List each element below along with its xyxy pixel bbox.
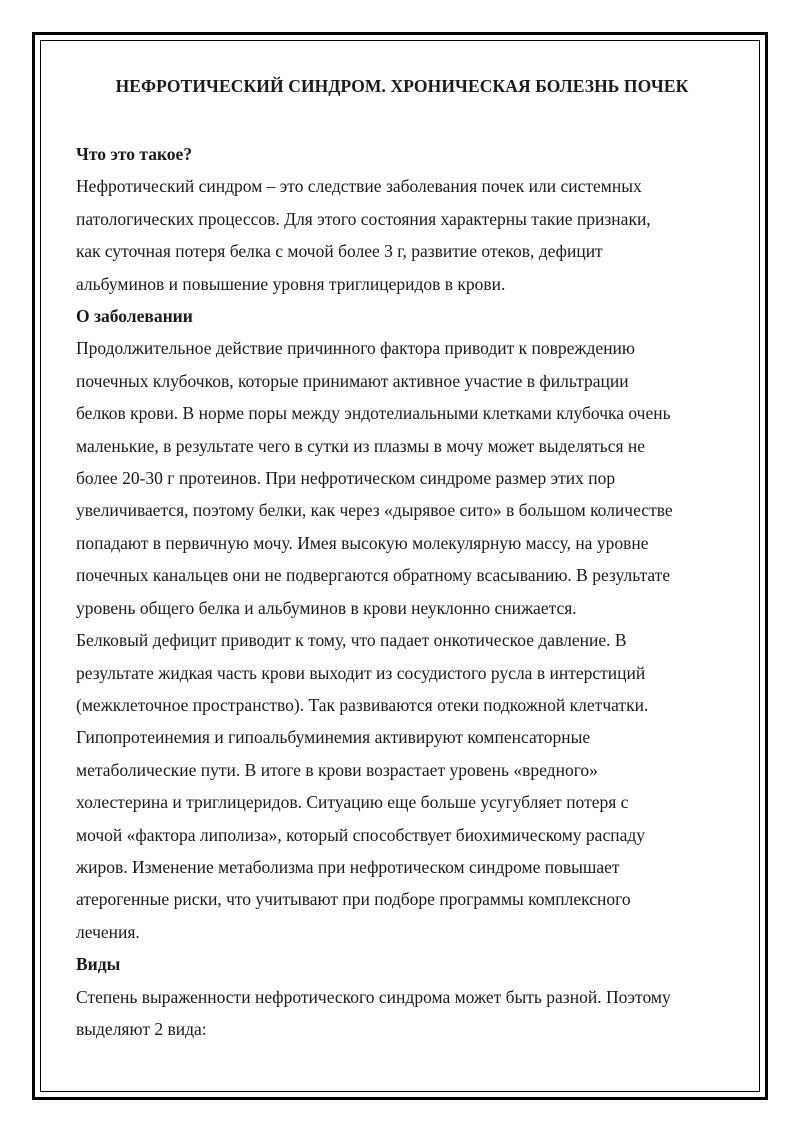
document-title: НЕФРОТИЧЕСКИЙ СИНДРОМ. ХРОНИЧЕСКАЯ БОЛЕЗНЬ ПОЧЕК xyxy=(115,76,689,96)
text-line: Продолжительное действие причинного фактора приводит к повреждению xyxy=(76,338,636,359)
text-line: более 20-30 г протеинов. При нефротическом синдроме размер этих пор xyxy=(76,468,616,489)
text-line: атерогенные риски, что учитывают при подборе программы комплексного xyxy=(76,889,631,910)
text-line: результате жидкая часть крови выходит из сосудистого русла в интерстиций xyxy=(76,662,646,683)
text-line: почечных клубочков, которые принимают активное участие в фильтрации xyxy=(76,370,629,391)
section-what-is-it xyxy=(76,138,728,300)
text-line: Гипопротеинемия и гипоальбуминемия активируют компенсаторные xyxy=(76,727,591,748)
text-line: попадают в первичную мочу. Имея высокую молекулярную массу, на уровне xyxy=(76,532,649,553)
text-line: холестерина и триглицеридов. Ситуацию еще больше усугубляет потеря с xyxy=(76,792,629,813)
section-heading-types: Виды xyxy=(76,954,121,975)
section-heading-about-disease: О заболевании xyxy=(76,306,193,327)
section-about-disease xyxy=(76,300,728,948)
text-line: альбуминов и повышение уровня триглицеридов в крови. xyxy=(76,273,506,294)
text-line: лечения. xyxy=(76,921,140,942)
text-line: метаболические пути. В итоге в крови возрастает уровень «вредного» xyxy=(76,759,598,780)
text-line: Нефротический синдром – это следствие заболевания почек или системных xyxy=(76,176,642,197)
text-line: (межклеточное пространство). Так развиваются отеки подкожной клетчатки. xyxy=(76,694,649,715)
section-types xyxy=(76,948,728,1045)
text-line: уровень общего белка и альбуминов в крови неуклонно снижается. xyxy=(76,597,577,618)
section-heading-what-is-it: Что это такое? xyxy=(76,144,193,164)
text-line: Белковый дефицит приводит к тому, что падает онкотическое давление. В xyxy=(76,630,627,651)
text-line: маленькие, в результате чего в сутки из плазмы в мочу может выделяться не xyxy=(76,435,646,456)
text-line: белков крови. В норме поры между эндотелиальными клетками клубочка очень xyxy=(76,403,671,424)
paragraph xyxy=(76,170,728,300)
text-line: жиров. Изменение метаболизма при нефротическом синдроме повышает xyxy=(76,856,620,877)
text-line: почечных канальцев они не подвергаются обратному всасыванию. В результате xyxy=(76,565,671,586)
document-body xyxy=(76,74,728,1045)
text-line: Степень выраженности нефротического синдрома может быть разной. Поэтому xyxy=(76,986,671,1007)
text-line: мочой «фактора липолиза», который способствует биохимическому распаду xyxy=(76,824,645,845)
text-line: увеличивается, поэтому белки, как через «дырявое сито» в большом количестве xyxy=(76,500,673,521)
paragraph xyxy=(76,332,728,624)
text-line: как суточная потеря белка с мочой более 3 г, развитие отеков, дефицит xyxy=(76,241,603,262)
text-line: патологических процессов. Для этого состояния характерны такие признаки, xyxy=(76,208,651,229)
paragraph xyxy=(76,624,728,948)
paragraph xyxy=(76,981,728,1046)
text-line: выделяют 2 вида: xyxy=(76,1018,207,1039)
